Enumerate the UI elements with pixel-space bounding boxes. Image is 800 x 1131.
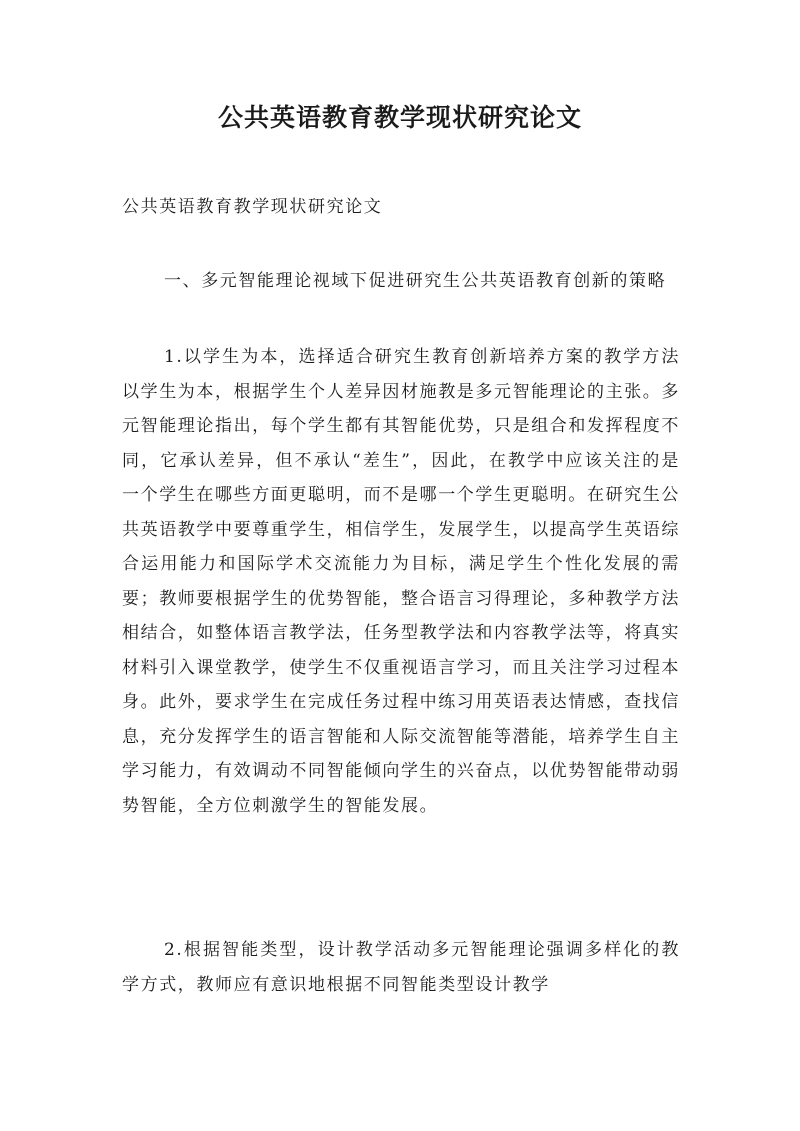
paragraph-1: 1.以学生为本，选择适合研究生教育创新培养方案的教学方法以学生为本，根据学生个人差异因材施教是多元智能理论的主张。多元智能理论指出，每个学生都有其智能优势，只是组合和发挥程度不同，它承认差异，但不承认“差生”，因此，在教学中应该关注的是一个学生在哪些方面更聪明，而不是哪一个学生更聪明。在研究生公共英语教学中要尊重学生，相信学生，发展学生，以提高学生英语综合运用能力和国际学术交流能力为目标，满足学生个性化发展的需要；教师要根据学生的优势智能，整合语言习得理论，多种教学方法相结合，如整体语言教学法，任务型教学法和内容教学法等，将真实材料引入课堂教学，使学生不仅重视语言学习，而且关注学习过程本身。此外，要求学生在完成任务过程中练习用英语表达情感，查找信息，充分发挥学生的语言智能和人际交流智能等潜能，培养学生自主学习能力，有效调动不同智能倾向学生的兴奋点，以优势智能带动弱势智能，全方位刺激学生的智能发展。	[122, 347, 680, 816]
document-title: 公共英语教育教学现状研究论文	[217, 103, 582, 132]
paragraph-2: 2.根据智能类型，设计教学活动多元智能理论强调多样化的教学方式，教师应有意识地根据不同智能类型设计教学	[122, 940, 680, 995]
section-heading: 一、多元智能理论视域下促进研究生公共英语教育创新的策略	[164, 271, 667, 291]
document-subtitle: 公共英语教育教学现状研究论文	[122, 197, 383, 217]
